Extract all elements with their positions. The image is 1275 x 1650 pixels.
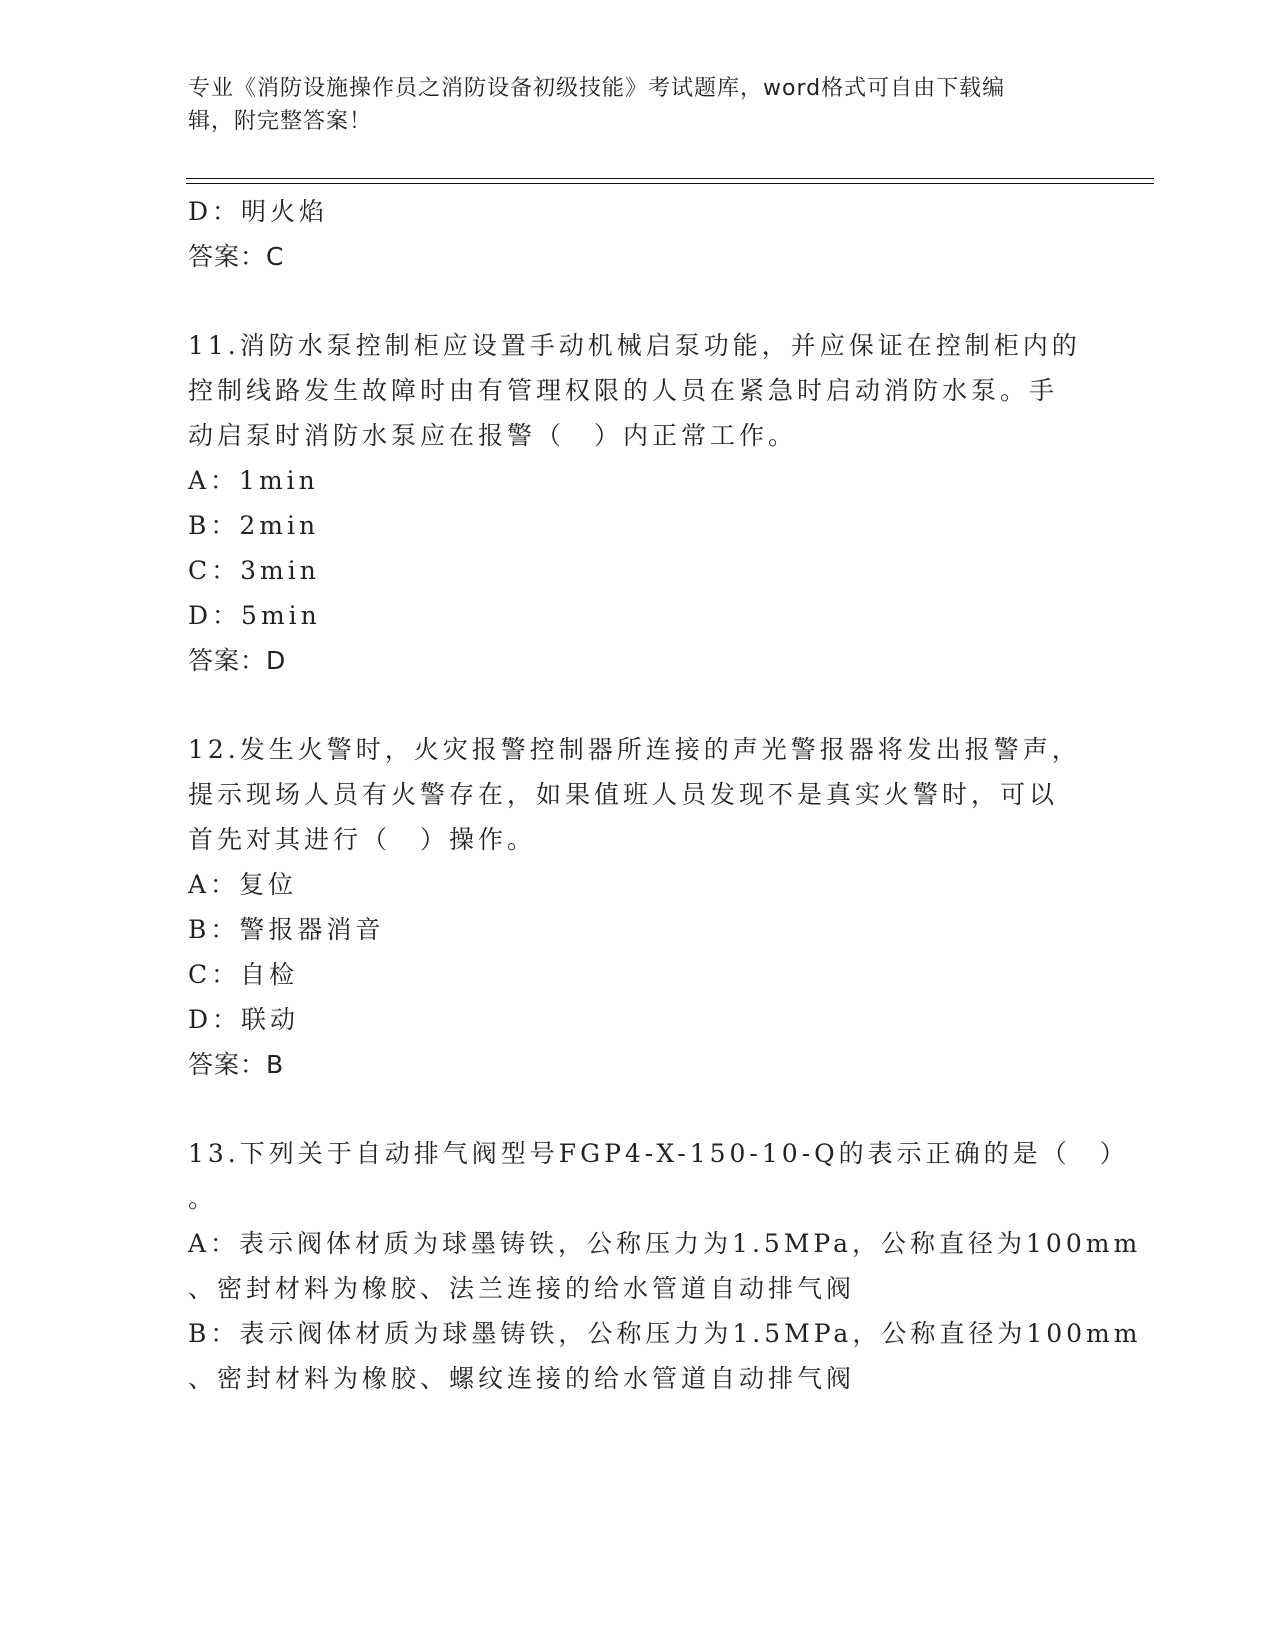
question-text-line: 13.下列关于自动排气阀型号FGP4-X-150-10-Q的表示正确的是（ ） (188, 1139, 1129, 1168)
option-d: D：明火焰 (188, 197, 329, 226)
question-text-line: 12.发生火警时，火灾报警控制器所连接的声光警报器将发出报警声， (188, 735, 1081, 764)
header-line-2: 辑，附完整答案！ (188, 109, 373, 134)
header-line-1: 专业《消防设施操作员之消防设备初级技能》考试题库，word格式可自由下载编 (188, 76, 1006, 101)
question-11 (188, 323, 1088, 683)
answer-line: 答案：D (188, 646, 287, 675)
header-divider-bottom (186, 183, 1154, 184)
answer-line: 答案：C (188, 242, 285, 271)
question-text-line: 动启泵时消防水泵应在报警（ ）内正常工作。 (188, 421, 798, 450)
document-body (188, 189, 1142, 1401)
option-a-continued: 、密封材料为橡胶、法兰连接的给水管道自动排气阀 (188, 1274, 856, 1303)
option-b: B：2min (188, 511, 320, 540)
question-text-line: 控制线路发生故障时由有管理权限的人员在紧急时启动消防水泵。手 (188, 376, 1059, 405)
option-b-continued: 、密封材料为橡胶、螺纹连接的给水管道自动排气阀 (188, 1364, 856, 1393)
question-13 (188, 1131, 1142, 1401)
question-10-tail (188, 189, 1088, 279)
option-a: A：表示阀体材质为球墨铸铁，公称压力为1.5MPa，公称直径为100mm (188, 1229, 1142, 1258)
question-text-line: 首先对其进行（ ）操作。 (188, 825, 537, 854)
question-text-line: 提示现场人员有火警存在，如果值班人员发现不是真实火警时，可以 (188, 780, 1059, 809)
option-d: D：联动 (188, 1005, 300, 1034)
option-c: C：自检 (188, 960, 299, 989)
option-a: A：1min (188, 466, 319, 495)
answer-line: 答案：B (188, 1050, 285, 1079)
question-text-line: 11.消防水泵控制柜应设置手动机械启泵功能，并应保证在控制柜内的 (188, 331, 1081, 360)
option-b: B：表示阀体材质为球墨铸铁，公称压力为1.5MPa，公称直径为100mm (188, 1319, 1142, 1348)
option-d: D：5min (188, 601, 321, 630)
page-header (188, 72, 1068, 138)
option-b: B：警报器消音 (188, 915, 385, 944)
option-c: C：3min (188, 556, 320, 585)
question-12 (188, 727, 1088, 1087)
option-a: A：复位 (188, 870, 298, 899)
question-text-line: 。 (188, 1184, 218, 1213)
header-divider-top (186, 178, 1154, 179)
